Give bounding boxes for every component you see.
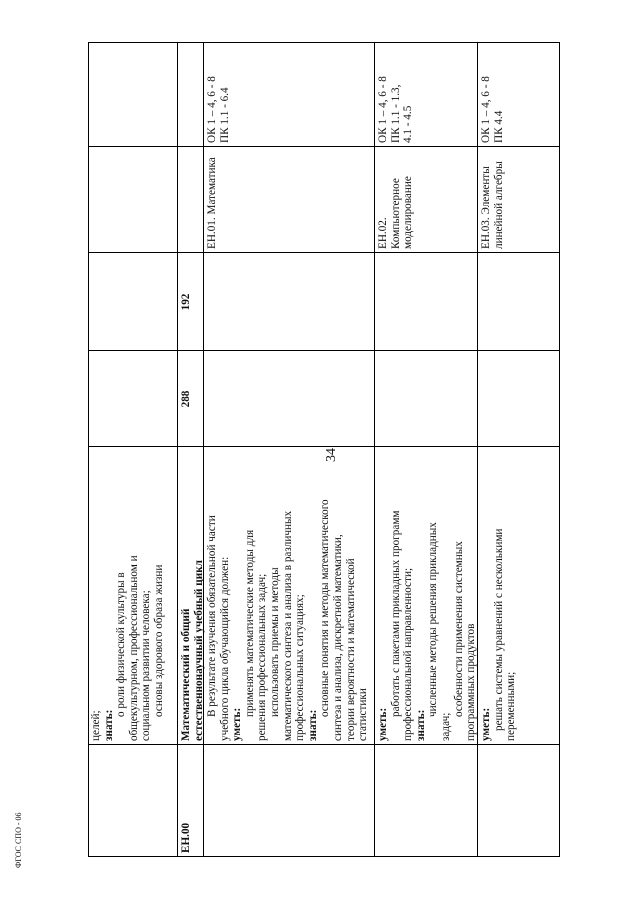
index-cell (480, 749, 558, 853)
requirement-line: уметь: (377, 707, 389, 741)
index-cell (206, 749, 373, 853)
requirement-line: естественнонаучный учебный цикл (192, 560, 205, 741)
max-hours-cell (90, 355, 176, 443)
page-number: 34 (324, 448, 339, 462)
requirements-cell (90, 451, 176, 741)
column-divider (88, 744, 560, 745)
requirement-line: решать системы уравнений с несколькими (492, 528, 505, 731)
column-divider (88, 252, 560, 253)
requirement-line: целей; (90, 710, 102, 741)
mandatory-hours-cell (480, 257, 558, 347)
requirement-line: профессиональных ситуациях; (294, 594, 307, 741)
requirement-line: уметь: (480, 707, 492, 741)
discipline-cell: ЕН.01. Математика (206, 157, 218, 249)
requirement-line: задач; (439, 712, 452, 741)
mandatory-hours-cell (90, 257, 176, 347)
index-cell (90, 749, 176, 853)
requirements-cell (206, 451, 373, 741)
column-divider (88, 446, 560, 447)
index-cell: ЕН.00 (180, 822, 192, 853)
footer-label: ФГОС СПО - 06 (14, 812, 23, 868)
requirement-line: синтеза и анализа, дискретной математики, (331, 534, 344, 741)
discipline-cell (180, 151, 202, 249)
column-divider (88, 350, 560, 351)
max-hours-cell (206, 355, 373, 443)
requirements-cell (480, 451, 558, 741)
curriculum-table (88, 42, 560, 857)
index-cell (377, 749, 476, 853)
discipline-cell: ЕН.03. Элементы линейной алгебры (480, 161, 505, 249)
rotated-table-wrapper (88, 42, 560, 857)
max-hours-cell: 288 (180, 390, 192, 408)
row-divider (374, 42, 375, 857)
competencies-cell: ОК 1 – 4, 6 - 8 ПК 4.4 (480, 76, 505, 143)
requirement-line: статистики (357, 688, 370, 741)
discipline-cell (90, 151, 176, 249)
requirement-line: программных продуктов (465, 623, 478, 741)
requirement-line: знать: (414, 709, 427, 741)
requirement-line: основные понятия и методы математического (319, 499, 332, 717)
mandatory-hours-cell: 192 (180, 293, 192, 311)
competencies-cell: ОК 1 – 4, 6 - 8 ПК 1.1 - 6.4 (206, 76, 231, 143)
competencies-cell (180, 45, 202, 143)
column-divider (88, 146, 560, 147)
requirement-line: о роли физической культуры в (115, 572, 128, 717)
requirement-line: Математический и общий (180, 608, 192, 741)
requirement-line: знать: (102, 709, 115, 741)
competencies-cell: ОК 1 – 4, 6 - 8 ПК 1.1 - 1.3, 4.1 - 4.5 (377, 76, 415, 143)
requirement-line: работать с пакетами прикладных программ (389, 510, 402, 717)
requirement-line: уметь: (231, 707, 244, 741)
mandatory-hours-cell (206, 257, 373, 347)
row-divider (177, 42, 178, 857)
requirements-cell (180, 451, 205, 741)
requirement-line: численные методы решения прикладных (427, 522, 440, 717)
requirement-line: использовать приемы и методы (268, 567, 281, 717)
requirement-line: математического синтеза и анализа в различных (281, 510, 294, 741)
requirement-line: переменными; (505, 671, 518, 741)
discipline-cell: ЕН.02. Компьютерное моделирование (377, 176, 415, 249)
requirement-line: учебного цикла обучающийся должен: (218, 556, 231, 741)
requirement-line: особенности применения системных (452, 541, 465, 717)
requirement-line: знать: (306, 709, 319, 741)
requirement-line: В результате изучения обязательной части (206, 515, 218, 717)
requirements-cell (377, 451, 476, 741)
requirement-line: применять математические методы для (243, 529, 256, 717)
requirement-line: профессиональной направленности; (402, 567, 415, 741)
requirement-line: теории вероятности и математической (344, 558, 357, 741)
competencies-cell (90, 45, 176, 143)
mandatory-hours-cell (377, 257, 476, 347)
requirement-line: социальном развитии человека; (140, 590, 153, 741)
requirement-line: общекультурном, профессиональном и (127, 555, 140, 741)
requirement-line: основы здорового образа жизни (152, 564, 165, 717)
max-hours-cell (377, 355, 476, 443)
requirement-line: решения профессиональных задач; (256, 573, 269, 741)
max-hours-cell (480, 355, 558, 443)
